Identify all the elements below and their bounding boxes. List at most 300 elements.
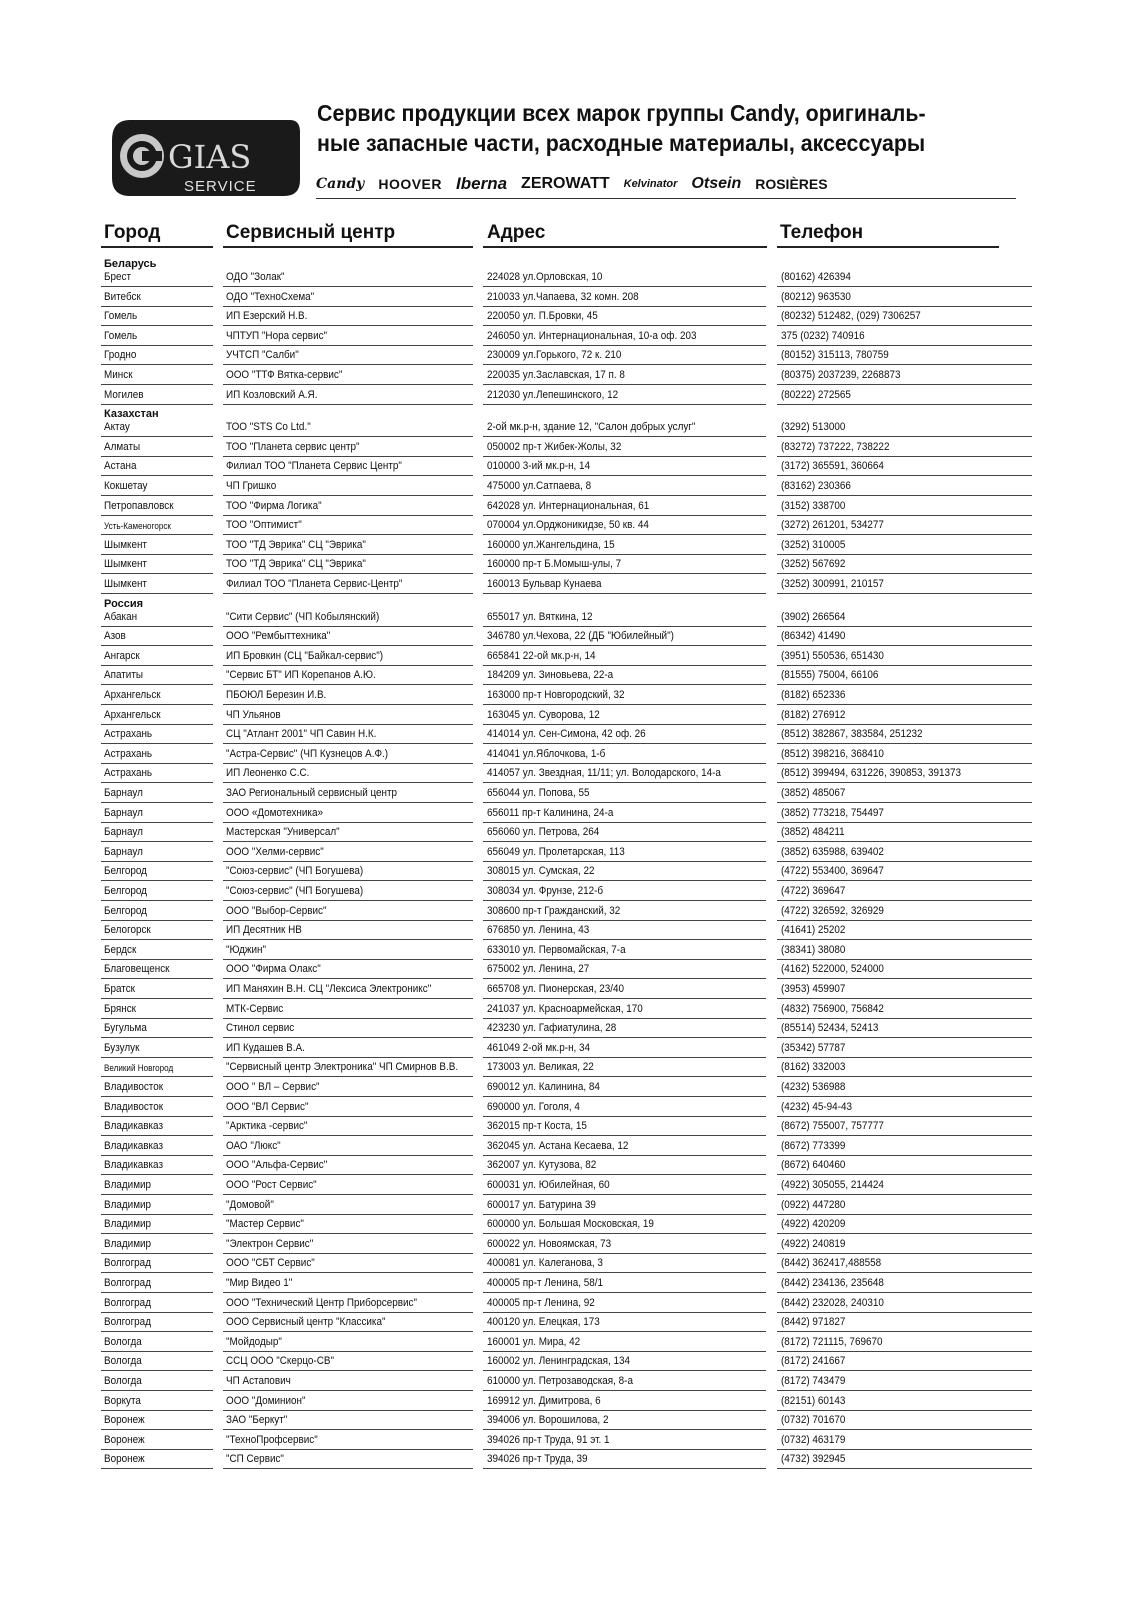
cell-service-center: УЧТСП "Салби": [226, 349, 299, 362]
cell-address: 050002 пр-т Жибек-Жолы, 32: [487, 440, 622, 453]
cell-address: 400005 пр-т Ленина, 92: [487, 1296, 595, 1309]
column-header-service-center: Сервисный центр: [226, 222, 396, 243]
cell-city: Астана: [104, 460, 137, 473]
table-row: [0, 1038, 1128, 1058]
cell-address: 656011 пр-т Калинина, 24-а: [487, 806, 614, 819]
cell-phone: (8442) 234136, 235648: [781, 1277, 884, 1289]
cell-service-center: ЗАО Региональный сервисный центр: [226, 787, 398, 799]
cell-city: Архангельск: [104, 689, 161, 701]
cell-address: 600000 ул. Большая Московская, 19: [487, 1218, 654, 1231]
cell-underline: [223, 1468, 473, 1469]
cell-city: Минск: [104, 369, 133, 381]
table-row: [0, 417, 1128, 437]
cell-address: 212030 ул.Лепешинского, 12: [487, 388, 619, 401]
column-header-rule: [483, 246, 767, 248]
cell-address: 675002 ул. Ленина, 27: [487, 963, 590, 976]
cell-city: Алматы: [104, 440, 141, 453]
table-row: [0, 437, 1128, 457]
page-title: [317, 98, 968, 158]
cell-address: 394026 пр-т Труда, 91 эт. 1: [487, 1433, 610, 1446]
column-header-rule: [223, 246, 473, 248]
cell-service-center: ООО "Альфа-Сервис": [226, 1159, 328, 1172]
table-row: [0, 554, 1128, 574]
table-row: [0, 267, 1128, 287]
cell-address: 600031 ул. Юбилейная, 60: [487, 1179, 610, 1191]
cell-phone: (0732) 463179: [781, 1433, 846, 1446]
cell-address: 610000 ул. Петрозаводская, 8-а: [487, 1375, 633, 1387]
cell-phone: (4722) 553400, 369647: [781, 865, 884, 878]
cell-service-center: ТОО "ТД Эврика" СЦ "Эврика": [226, 538, 366, 551]
table-row: [0, 999, 1128, 1019]
cell-address: 210033 ул.Чапаева, 32 комн. 208: [487, 290, 639, 303]
cell-city: Волгоград: [104, 1316, 151, 1329]
cell-phone: (8512) 398216, 368410: [781, 747, 884, 760]
cell-underline: [101, 593, 213, 594]
cell-city: Петропавловск: [104, 499, 174, 512]
cell-phone: (8672) 773399: [781, 1139, 846, 1152]
cell-city: Благовещенск: [104, 963, 170, 976]
column-header-rule: [101, 246, 213, 248]
cell-phone: (3252) 300991, 210157: [781, 578, 884, 590]
table-row: [0, 1391, 1128, 1411]
cell-phone: (4722) 369647: [781, 885, 846, 897]
country-heading: Беларусь: [104, 258, 157, 270]
cell-phone: (82151) 60143: [781, 1394, 846, 1407]
brands-divider: [316, 198, 1016, 199]
cell-service-center: ООО "СБТ Сервис": [226, 1257, 315, 1270]
table-row: [0, 861, 1128, 881]
table-row: [0, 1155, 1128, 1175]
cell-city: Вологда: [104, 1335, 142, 1348]
cell-service-center: ТОО "Фирма Логика": [226, 499, 322, 512]
cell-service-center: ТОО "Планета сервис центр": [226, 440, 360, 453]
cell-phone: (35342) 57787: [781, 1041, 846, 1054]
brand-hoover-logo: HOOVER: [378, 176, 443, 192]
cell-service-center: ТОО "Оптимист": [226, 519, 302, 532]
table-row: [0, 744, 1128, 764]
cell-service-center: ООО "Технический Центр Приборсервис": [226, 1296, 417, 1309]
cell-underline: [777, 593, 1032, 594]
cell-address: 414041 ул.Яблочкова, 1-б: [487, 747, 606, 760]
cell-city: Барнаул: [104, 806, 143, 819]
cell-address: 665708 ул. Пионерская, 23/40: [487, 983, 625, 995]
cell-service-center: ООО "Доминион": [226, 1394, 306, 1407]
cell-address: 163000 пр-т Новгородский, 32: [487, 689, 625, 701]
cell-city: Кокшетау: [104, 480, 148, 492]
cell-underline: [223, 404, 473, 405]
cell-service-center: "Сити Сервис" (ЧП Кобылянский): [226, 610, 380, 623]
cell-address: 414014 ул. Сен-Симона, 42 оф. 26: [487, 728, 646, 741]
title-line-1: Сервис продукции всех марок группы Candy, оригиналь-: [317, 100, 926, 126]
cell-phone: (3953) 459907: [781, 983, 846, 995]
cell-address: 362015 пр-т Коста, 15: [487, 1120, 587, 1133]
cell-city: Волгоград: [104, 1257, 151, 1270]
table-row: [0, 607, 1128, 627]
cell-service-center: "Мир Видео 1": [226, 1277, 293, 1289]
table-row: [0, 665, 1128, 685]
cell-service-center: ООО "Рост Сервис": [226, 1179, 317, 1191]
cell-city: Шымкент: [104, 578, 147, 590]
cell-address: 423230 ул. Гафиатулина, 28: [487, 1022, 617, 1035]
cell-city: Воронеж: [104, 1433, 145, 1446]
brand-rosieres-logo: ROSIÈRES: [755, 176, 828, 192]
cell-service-center: Филиал ТОО "Планета Сервис Центр": [226, 460, 402, 473]
cell-city: Воркута: [104, 1394, 141, 1407]
cell-phone: (4732) 392945: [781, 1453, 846, 1466]
cell-service-center: ИП Езерский Н.В.: [226, 310, 308, 323]
cell-city: Шымкент: [104, 558, 147, 571]
table-row: [0, 626, 1128, 646]
table-row: [0, 705, 1128, 725]
table-row: [0, 574, 1128, 594]
column-header-phone: Телефон: [780, 222, 864, 243]
country-heading: Россия: [104, 597, 144, 610]
cell-address: 475000 ул.Сатпаева, 8: [487, 480, 592, 492]
cell-phone: (4832) 756900, 756842: [781, 1002, 884, 1015]
cell-address: 346780 ул.Чехова, 22 (ДБ "Юбилейный"): [487, 630, 674, 643]
cell-underline: [483, 404, 766, 405]
cell-phone: (81555) 75004, 66106: [781, 669, 879, 682]
cell-service-center: ОДО "ТехноСхема": [226, 290, 315, 303]
cell-address: 656049 ул. Пролетарская, 113: [487, 845, 625, 858]
cell-underline: [101, 404, 213, 405]
cell-phone: (85514) 52434, 52413: [781, 1022, 879, 1035]
cell-underline: [777, 404, 1032, 405]
table-row: [0, 724, 1128, 744]
cell-phone: (8172) 241667: [781, 1355, 846, 1368]
cell-phone: (4922) 240819: [781, 1237, 846, 1250]
cell-address: 676850 ул. Ленина, 43: [487, 924, 590, 937]
table-row: [0, 1410, 1128, 1430]
cell-service-center: Стинол сервис: [226, 1022, 295, 1035]
cell-service-center: "СП Сервис": [226, 1453, 284, 1466]
cell-phone: (3292) 513000: [781, 421, 846, 434]
cell-city: Владикавказ: [104, 1159, 163, 1172]
table-row: [0, 345, 1128, 365]
cell-address: 246050 ул. Интернациональная, 10-а оф. 203: [487, 329, 697, 342]
cell-city: Шымкент: [104, 538, 147, 551]
table-row: [0, 306, 1128, 326]
cell-city: Гомель: [104, 329, 138, 342]
table-row: [0, 1116, 1128, 1136]
table-row: [0, 763, 1128, 783]
cell-service-center: ООО "Выбор-Сервис": [226, 904, 327, 917]
cell-service-center: "Мастер Сервис": [226, 1218, 304, 1231]
cell-address: 690000 ул. Гоголя, 4: [487, 1100, 580, 1113]
cell-city: Бердск: [104, 943, 137, 956]
cell-city: Владивосток: [104, 1100, 164, 1113]
table-row: [0, 1057, 1128, 1077]
cell-address: 400120 ул. Елецкая, 173: [487, 1316, 600, 1329]
gias-service-logo: [110, 118, 302, 198]
cell-address: 308600 пр-т Гражданский, 32: [487, 904, 621, 917]
table-row: [0, 1077, 1128, 1097]
cell-city: Белгород: [104, 904, 147, 917]
logo-sub-text: SERVICE: [184, 178, 257, 195]
cell-address: 665841 22-ой мк.р-н, 14: [487, 649, 596, 662]
cell-phone: (80212) 963530: [781, 290, 851, 303]
cell-service-center: ИП Леоненко С.С.: [226, 767, 310, 780]
table-row: [0, 1273, 1128, 1293]
cell-address: 160000 пр-т Б.Момыш-улы, 7: [487, 558, 622, 571]
cell-phone: (8672) 640460: [781, 1159, 846, 1172]
table-row: [0, 1195, 1128, 1215]
cell-city: Братск: [104, 983, 136, 995]
brand-logos: [316, 172, 1016, 196]
cell-city: Апатиты: [104, 669, 143, 682]
cell-service-center: ТОО "ТД Эврика" СЦ "Эврика": [226, 558, 366, 571]
cell-address: 070004 ул.Орджоникидзе, 50 кв. 44: [487, 519, 649, 532]
cell-phone: (8442) 362417,488558: [781, 1257, 882, 1270]
cell-city: Владимир: [104, 1218, 152, 1231]
cell-city: Белогорск: [104, 924, 151, 937]
cell-address: 308015 ул. Сумская, 22: [487, 865, 595, 878]
cell-underline: [223, 593, 473, 594]
table-row: [0, 287, 1128, 307]
table-row: [0, 456, 1128, 476]
cell-phone: (86342) 41490: [781, 630, 846, 643]
cell-phone: (3951) 550536, 651430: [781, 649, 884, 662]
cell-city: Брест: [104, 271, 131, 283]
cell-address: 600022 ул. Новоямская, 73: [487, 1237, 612, 1250]
cell-address: 224028 ул.Орловская, 10: [487, 271, 603, 283]
cell-city: Астрахань: [104, 747, 153, 760]
cell-service-center: "ТехноПрофсервис": [226, 1433, 318, 1446]
brand-candy-logo: Candy: [316, 176, 365, 192]
cell-service-center: МТК-Сервис: [226, 1002, 284, 1015]
cell-phone: (4232) 536988: [781, 1081, 846, 1093]
cell-underline: [777, 1468, 1032, 1469]
column-header-rule: [777, 246, 999, 248]
cell-city: Астрахань: [104, 767, 153, 780]
cell-service-center: ИП Бровкин (СЦ "Байкал-сервис"): [226, 649, 384, 662]
cell-service-center: ЧП Гришко: [226, 480, 277, 492]
cell-service-center: ООО "Рембыттехника": [226, 630, 331, 643]
table-row: [0, 646, 1128, 666]
cell-phone: (3852) 485067: [781, 787, 846, 799]
logo-brand-text: GIAS: [168, 138, 252, 176]
cell-phone: (80232) 512482, (029) 7306257: [781, 310, 921, 323]
cell-phone: (83272) 737222, 738222: [781, 440, 890, 453]
cell-service-center: ОДО "Золак": [226, 271, 285, 283]
cell-phone: (8172) 721115, 769670: [781, 1335, 883, 1348]
cell-service-center: "Юджин": [226, 943, 266, 956]
cell-service-center: ССЦ ООО "Скерцо-СВ": [226, 1355, 334, 1368]
cell-address: 362007 ул. Кутузова, 82: [487, 1159, 597, 1172]
cell-phone: (0922) 447280: [781, 1198, 846, 1211]
table-row: [0, 496, 1128, 516]
cell-phone: (4922) 420209: [781, 1218, 846, 1231]
cell-city: Белгород: [104, 865, 147, 878]
cell-city: Брянск: [104, 1002, 137, 1015]
cell-city: Усть-Каменогорск: [104, 521, 171, 532]
table-row: [0, 365, 1128, 385]
brand-otsein-logo: Otsein: [691, 175, 742, 192]
cell-service-center: "Мойдодыр": [226, 1335, 282, 1348]
cell-address: 184209 ул. Зиновьева, 22-а: [487, 669, 614, 682]
table-row: [0, 1430, 1128, 1450]
cell-city: Владимир: [104, 1179, 152, 1191]
table-row: [0, 822, 1128, 842]
cell-city: Волгоград: [104, 1296, 151, 1309]
cell-phone: (3272) 261201, 534277: [781, 519, 884, 532]
cell-underline: [483, 1468, 766, 1469]
table-row: [0, 901, 1128, 921]
table-row: [0, 940, 1128, 960]
table-row: [0, 326, 1128, 346]
cell-address: 656044 ул. Попова, 55: [487, 787, 590, 799]
cell-service-center: ИП Кудашев В.А.: [226, 1041, 305, 1054]
cell-phone: (3852) 773218, 754497: [781, 806, 884, 819]
cell-phone: (0732) 701670: [781, 1414, 846, 1427]
cell-phone: (80222) 272565: [781, 388, 851, 401]
cell-service-center: ООО Сервисный центр "Классика": [226, 1316, 386, 1329]
cell-service-center: Филиал ТОО "Планета Сервис-Центр": [226, 578, 403, 590]
cell-address: 633010 ул. Первомайская, 7-а: [487, 943, 626, 956]
cell-service-center: "Сервисный центр Электроника" ЧП Смирнов В.В.: [226, 1061, 459, 1074]
cell-underline: [483, 593, 766, 594]
cell-city: Бугульма: [104, 1022, 147, 1035]
column-header-city: Город: [104, 222, 161, 243]
cell-city: Вологда: [104, 1355, 142, 1368]
cell-city: Воронеж: [104, 1453, 145, 1466]
table-row: [0, 842, 1128, 862]
cell-phone: (3252) 310005: [781, 538, 846, 551]
cell-service-center: ООО "ВЛ Сервис": [226, 1100, 309, 1113]
table-row: [0, 1234, 1128, 1254]
cell-city: Владикавказ: [104, 1139, 163, 1152]
cell-service-center: "Домовой": [226, 1198, 274, 1211]
brand-zerowatt-logo: ZEROWATT: [521, 175, 610, 192]
table-row: [0, 803, 1128, 823]
cell-city: Бузулук: [104, 1041, 140, 1054]
table-row: [0, 515, 1128, 535]
cell-phone: (38341) 38080: [781, 943, 846, 956]
cell-phone: (8162) 332003: [781, 1061, 846, 1074]
cell-address: 169912 ул. Димитрова, 6: [487, 1394, 601, 1407]
cell-city: Барнаул: [104, 787, 143, 799]
table-row: [0, 1332, 1128, 1352]
cell-address: 010000 3-ий мк.р-н, 14: [487, 460, 591, 473]
table-row: [0, 1449, 1128, 1469]
cell-address: 220050 ул. П.Бровки, 45: [487, 310, 598, 323]
cell-phone: (8512) 399494, 631226, 390853, 391373: [781, 767, 962, 780]
cell-phone: (3852) 484211: [781, 826, 845, 839]
cell-service-center: СЦ "Атлант 2001" ЧП Савин Н.К.: [226, 728, 377, 741]
cell-phone: (8172) 743479: [781, 1375, 846, 1387]
table-row: [0, 1312, 1128, 1332]
cell-address: 414057 ул. Звездная, 11/11; ул. Володарского, 14-а: [487, 767, 721, 780]
cell-service-center: ООО " ВЛ – Сервис": [226, 1081, 320, 1093]
cell-address: 655017 ул. Вяткина, 12: [487, 610, 593, 623]
cell-city: Гродно: [104, 349, 137, 362]
cell-service-center: ЧПТУП "Нора сервис": [226, 329, 328, 342]
cell-phone: (83162) 230366: [781, 480, 851, 492]
cell-address: 160000 ул.Жангельдина, 15: [487, 538, 615, 551]
table-row: [0, 1136, 1128, 1156]
table-row: [0, 1293, 1128, 1313]
cell-city: Владимир: [104, 1237, 152, 1250]
cell-phone: (8442) 232028, 240310: [781, 1296, 884, 1309]
column-header-address: Адрес: [487, 222, 546, 243]
cell-address: 2-ой мк.р-н, здание 12, "Салон добрых услуг": [487, 421, 696, 434]
cell-phone: (80162) 426394: [781, 271, 851, 283]
brand-iberna-logo: Iberna: [456, 174, 508, 193]
country-heading: Казахстан: [104, 408, 159, 421]
table-row: [0, 1253, 1128, 1273]
cell-address: 173003 ул. Великая, 22: [487, 1061, 594, 1074]
cell-phone: 375 (0232) 740916: [781, 329, 865, 342]
cell-service-center: ИП Десятник НВ: [226, 924, 302, 937]
cell-city: Владивосток: [104, 1081, 164, 1093]
cell-service-center: "Арктика -сервис": [226, 1120, 308, 1133]
cell-phone: (3172) 365591, 360664: [781, 460, 884, 473]
table-row: [0, 476, 1128, 496]
cell-city: Астрахань: [104, 728, 153, 741]
cell-address: 461049 2-ой мк.р-н, 34: [487, 1041, 591, 1054]
cell-service-center: ПБОЮЛ Березин И.В.: [226, 689, 327, 701]
cell-phone: (4722) 326592, 326929: [781, 904, 884, 917]
table-row: [0, 385, 1128, 405]
table-row: [0, 959, 1128, 979]
table-row: [0, 920, 1128, 940]
cell-address: 160002 ул. Ленинградская, 134: [487, 1355, 631, 1368]
cell-address: 160013 Бульвар Кунаева: [487, 578, 602, 590]
cell-phone: (8672) 755007, 757777: [781, 1120, 884, 1133]
cell-service-center: "Союз-сервис" (ЧП Богушева): [226, 885, 364, 897]
cell-city: Волгоград: [104, 1277, 151, 1289]
cell-address: 394006 ул. Ворошилова, 2: [487, 1414, 609, 1427]
table-row: [0, 685, 1128, 705]
table-row: [0, 1351, 1128, 1371]
cell-city: Вологда: [104, 1375, 142, 1387]
cell-service-center: ИП Козловский А.Я.: [226, 388, 318, 401]
cell-city: Абакан: [104, 610, 138, 623]
table-row: [0, 1018, 1128, 1038]
table-row: [0, 881, 1128, 901]
cell-phone: (4232) 45-94-43: [781, 1100, 853, 1113]
cell-city: Гомель: [104, 310, 138, 323]
cell-city: Витебск: [104, 290, 141, 303]
cell-phone: (4922) 305055, 214424: [781, 1179, 884, 1191]
cell-address: 362045 ул. Астана Кесаева, 12: [487, 1139, 629, 1152]
cell-city: Архангельск: [104, 708, 161, 721]
cell-address: 241037 ул. Красноармейская, 170: [487, 1002, 643, 1015]
cell-service-center: ИП Маняхин В.Н. СЦ "Лексиса Электроникс": [226, 983, 432, 995]
cell-service-center: ООО «Домотехника»: [226, 806, 324, 819]
table-row: [0, 783, 1128, 803]
cell-city: Владикавказ: [104, 1120, 163, 1133]
table-row: [0, 979, 1128, 999]
cell-service-center: ОАО "Люкс": [226, 1139, 281, 1152]
cell-phone: (8182) 276912: [781, 708, 846, 721]
cell-address: 394026 пр-т Труда, 39: [487, 1453, 588, 1466]
cell-phone: (3852) 635988, 639402: [781, 845, 884, 858]
cell-city: Великий Новгород: [104, 1063, 174, 1074]
cell-address: 642028 ул. Интернациональная, 61: [487, 499, 650, 512]
cell-service-center: "Астра-Сервис" (ЧП Кузнецов А.Ф.): [226, 747, 389, 760]
cell-service-center: "Электрон Сервис": [226, 1237, 314, 1250]
cell-address: 163045 ул. Суворова, 12: [487, 708, 600, 721]
cell-service-center: ТОО "STS Co Ltd.": [226, 421, 311, 434]
table-row: [0, 1371, 1128, 1391]
cell-phone: (80152) 315113, 780759: [781, 349, 889, 362]
cell-phone: (3252) 567692: [781, 558, 846, 571]
cell-address: 160001 ул. Мира, 42: [487, 1335, 581, 1348]
cell-city: Актау: [104, 421, 130, 434]
cell-address: 400005 пр-т Ленина, 58/1: [487, 1277, 603, 1289]
cell-service-center: ЧП Астапович: [226, 1375, 291, 1387]
